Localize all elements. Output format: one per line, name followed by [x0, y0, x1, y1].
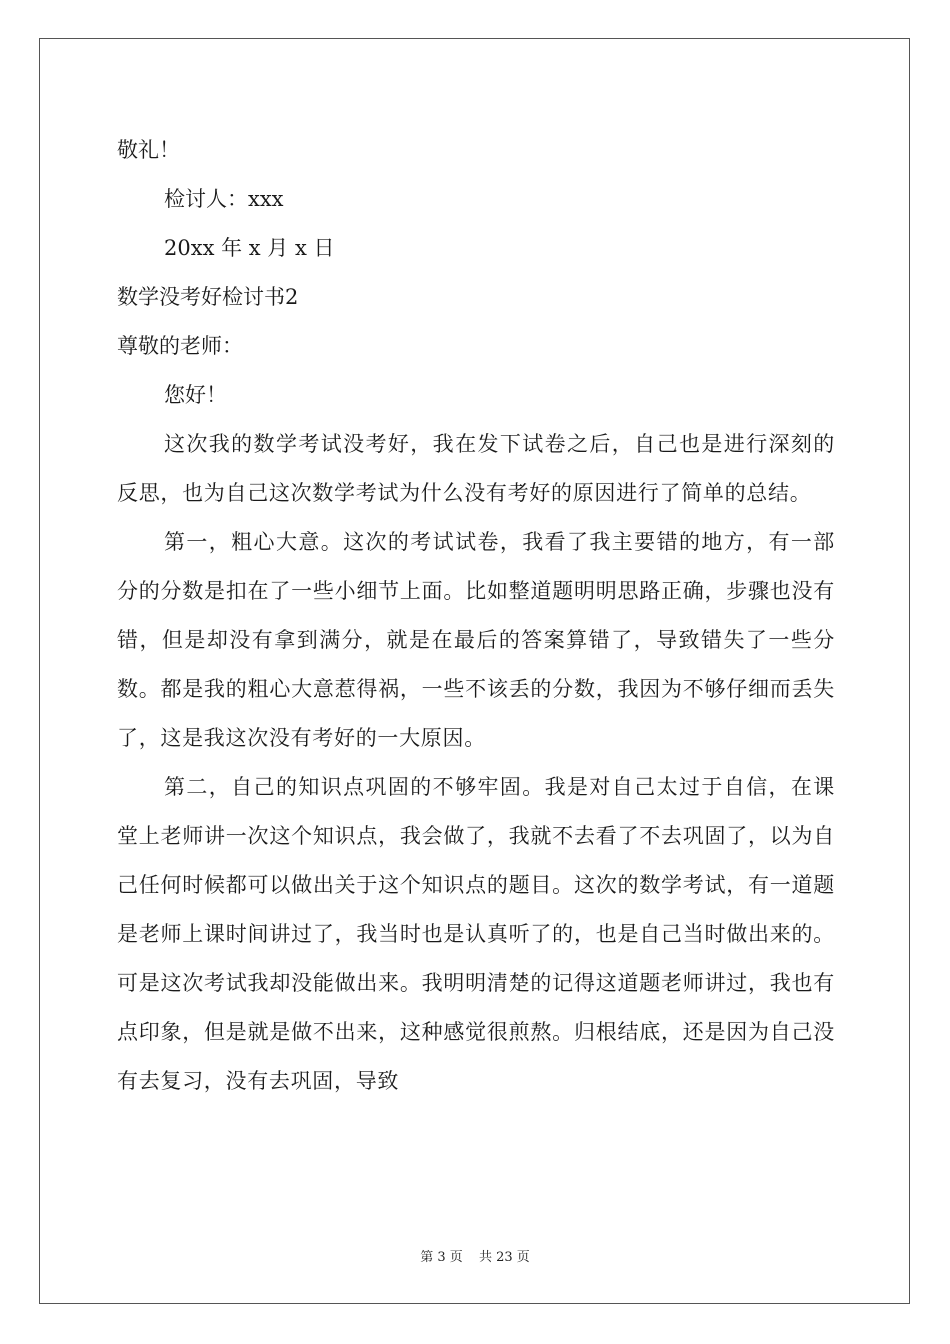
page-footer [0, 1246, 950, 1265]
closing-salute: 敬礼！ [117, 138, 180, 162]
letter-greeting: 尊敬的老师： [117, 334, 243, 358]
paragraph-second-reason: 第二，自己的知识点巩固的不够牢固。我是对自己太过于自信，在课堂上老师讲一次这个知识点，我会做了，我就不去看了不去巩固了，以为自己任何时候都可以做出关于这个知识点的题目。这次的数学考试，有一道题是老师上课时间讲过了，我当时也是认真听了的，也是自己当时做出来的。可是这次考试我却没能做出来。我明明清楚的记得这道题老师讲过，我也有点印象，但是就是做不出来，这种感觉很煎熬。归根结底，还是因为自己没有去复习，没有去巩固，导致 [117, 775, 835, 1093]
date-line: 20xx 年 x 月 x 日 [164, 236, 335, 260]
page-number: 第 3 页 [420, 1250, 463, 1265]
document-body [117, 126, 835, 1106]
paragraph-first-reason: 第一，粗心大意。这次的考试试卷，我看了我主要错的地方，有一部分的分数是扣在了一些小细节上面。比如整道题明明思路正确，步骤也没有错，但是却没有拿到满分，就是在最后的答案算错了，导致错失了一些分数。都是我的粗心大意惹得祸，一些不该丢的分数，我因为不够仔细而丢失了，这是我这次没有考好的一大原因。 [117, 530, 835, 750]
letter-hello: 您好！ [164, 383, 227, 407]
paragraph-intro: 这次我的数学考试没考好，我在发下试卷之后，自己也是进行深刻的反思，也为自己这次数学考试为什么没有考好的原因进行了简单的总结。 [117, 432, 835, 505]
total-pages: 共 23 页 [478, 1250, 530, 1265]
letter-title: 数学没考好检讨书2 [117, 285, 299, 309]
signer-line: 检讨人：xxx [164, 187, 284, 211]
